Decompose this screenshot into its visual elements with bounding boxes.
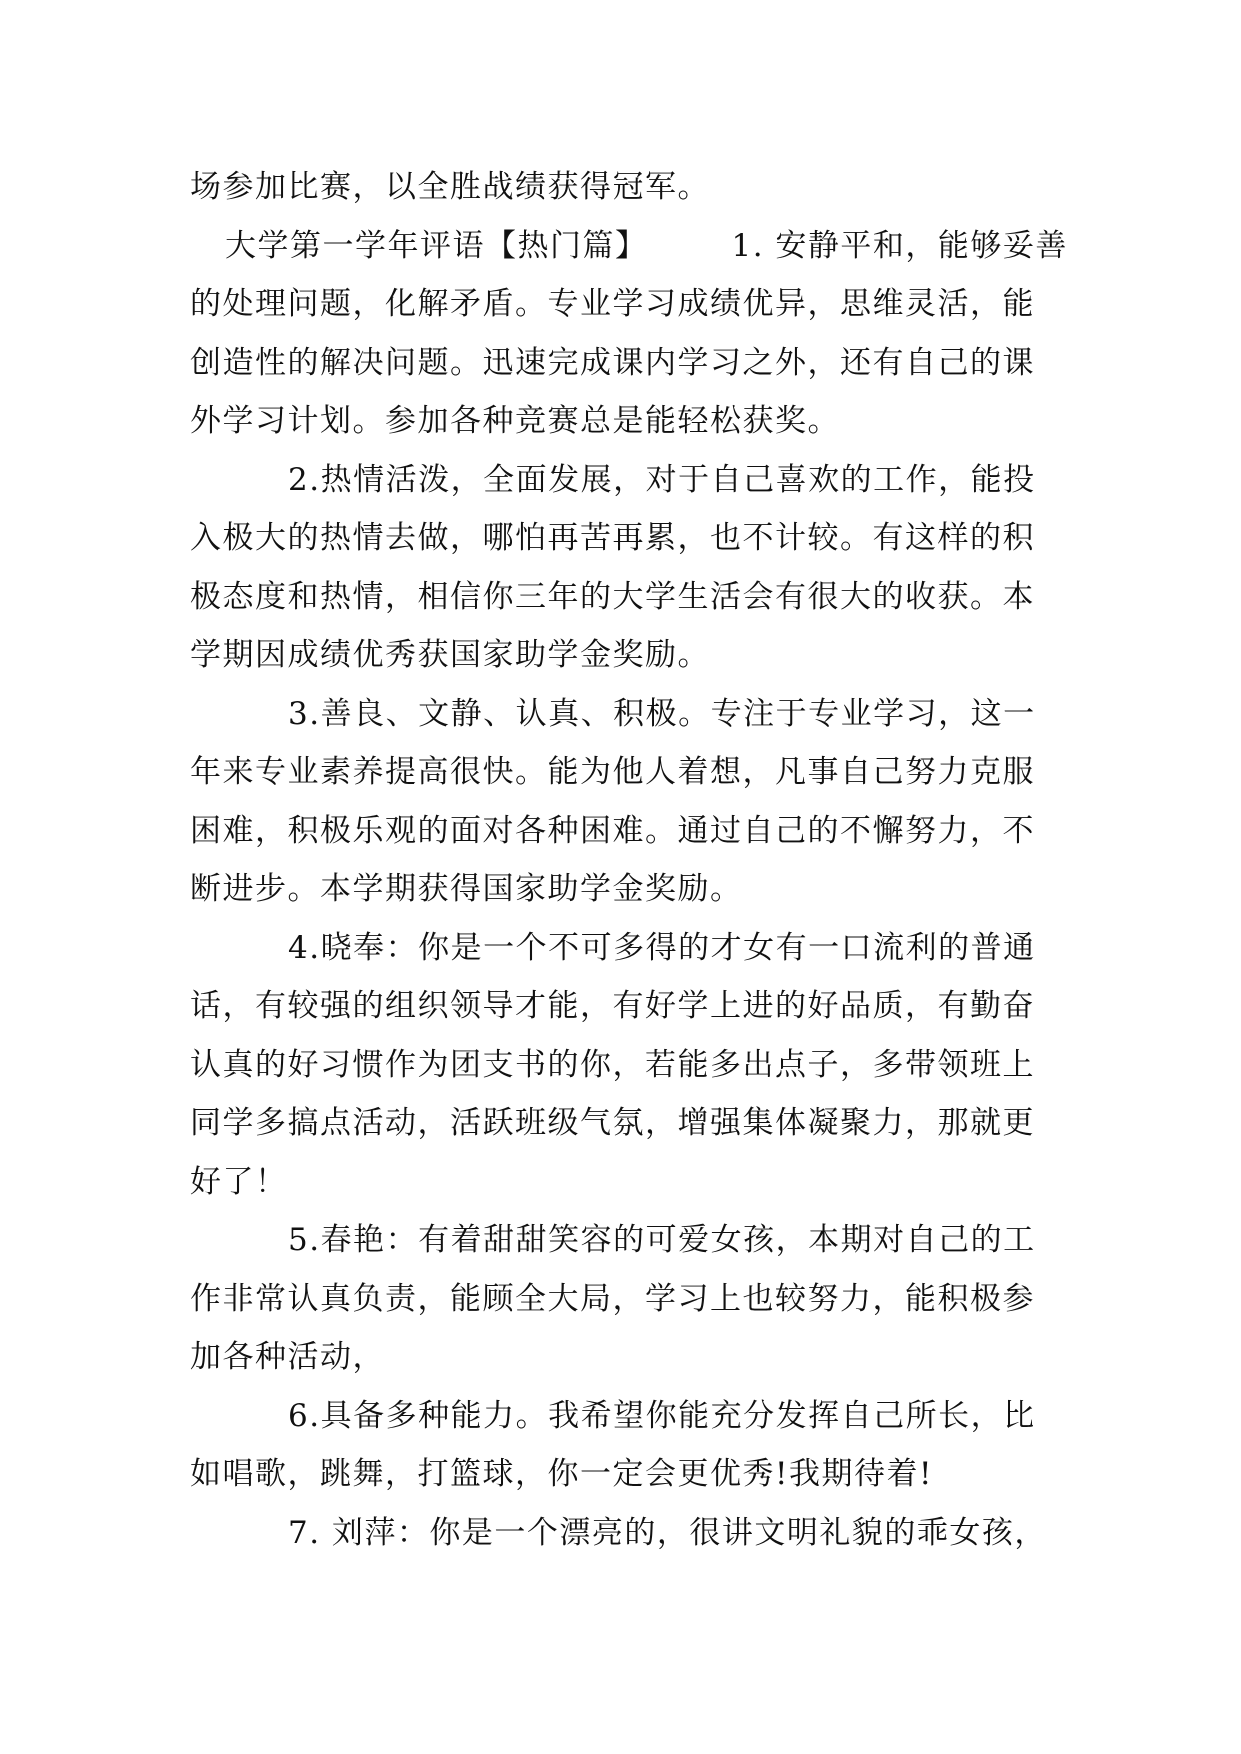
- section-heading-line: [190, 217, 1068, 276]
- item-line: 5.春艳：有着甜甜笑容的可爱女孩，本期对自己的工: [288, 1222, 1036, 1258]
- text-line: 话，有较强的组织领导才能，有好学上进的好品质，有勤奋: [190, 988, 1035, 1024]
- item-line: 3.善良、文静、认真、积极。专注于专业学习，这一: [288, 695, 1036, 732]
- text-line: 好了！: [190, 1163, 288, 1200]
- text-line: 加各种活动，: [190, 1339, 385, 1375]
- text-line: 创造性的解决问题。迅速完成课内学习之外，还有自己的课: [190, 344, 1035, 381]
- item-line: 4.晓奉：你是一个不可多得的才女有一口流利的普通: [288, 929, 1036, 966]
- text-line: 外学习计划。参加各种竞赛总是能轻松获奖。: [190, 403, 840, 439]
- item-line: 7. 刘萍：你是一个漂亮的，很讲文明礼貌的乖女孩，: [288, 1514, 1047, 1551]
- text-line: 场参加比赛，以全胜战绩获得冠军。: [190, 169, 710, 205]
- text-line: 学期因成绩优秀获国家助学金奖励。: [190, 637, 710, 673]
- text-line: 同学多搞点活动，活跃班级气氛，增强集体凝聚力，那就更: [190, 1105, 1035, 1141]
- text-line: 年来专业素养提高很快。能为他人着想，凡事自己努力克服: [190, 754, 1035, 790]
- text-line: 的处理问题，化解矛盾。专业学习成绩优异，思维灵活，能: [190, 286, 1035, 322]
- text-line: 断进步。本学期获得国家助学金奖励。: [190, 871, 743, 907]
- text-line: 认真的好习惯作为团支书的你，若能多出点子，多带领班上: [190, 1046, 1035, 1083]
- item-line: 2.热情活泼，全面发展，对于自己喜欢的工作，能投: [288, 461, 1036, 498]
- item-line: 6.具备多种能力。我希望你能充分发挥自己所长，比: [288, 1397, 1036, 1434]
- text-line: 入极大的热情去做，哪怕再苦再累，也不计较。有这样的积: [190, 520, 1035, 556]
- text-line: 如唱歌，跳舞，打篮球，你一定会更优秀!我期待着!: [190, 1456, 933, 1492]
- text-line: 作非常认真负责，能顾全大局，学习上也较努力，能积极参: [190, 1280, 1035, 1317]
- text-line: 极态度和热情，相信你三年的大学生活会有很大的收获。本: [190, 578, 1035, 615]
- item-1-start: 1. 安静平和，能够妥善: [731, 227, 1068, 264]
- document-body: [190, 158, 1068, 1562]
- section-heading: 大学第一学年评语【热门篇】: [225, 227, 648, 264]
- text-line: 困难，积极乐观的面对各种困难。通过自己的不懈努力，不: [190, 812, 1035, 849]
